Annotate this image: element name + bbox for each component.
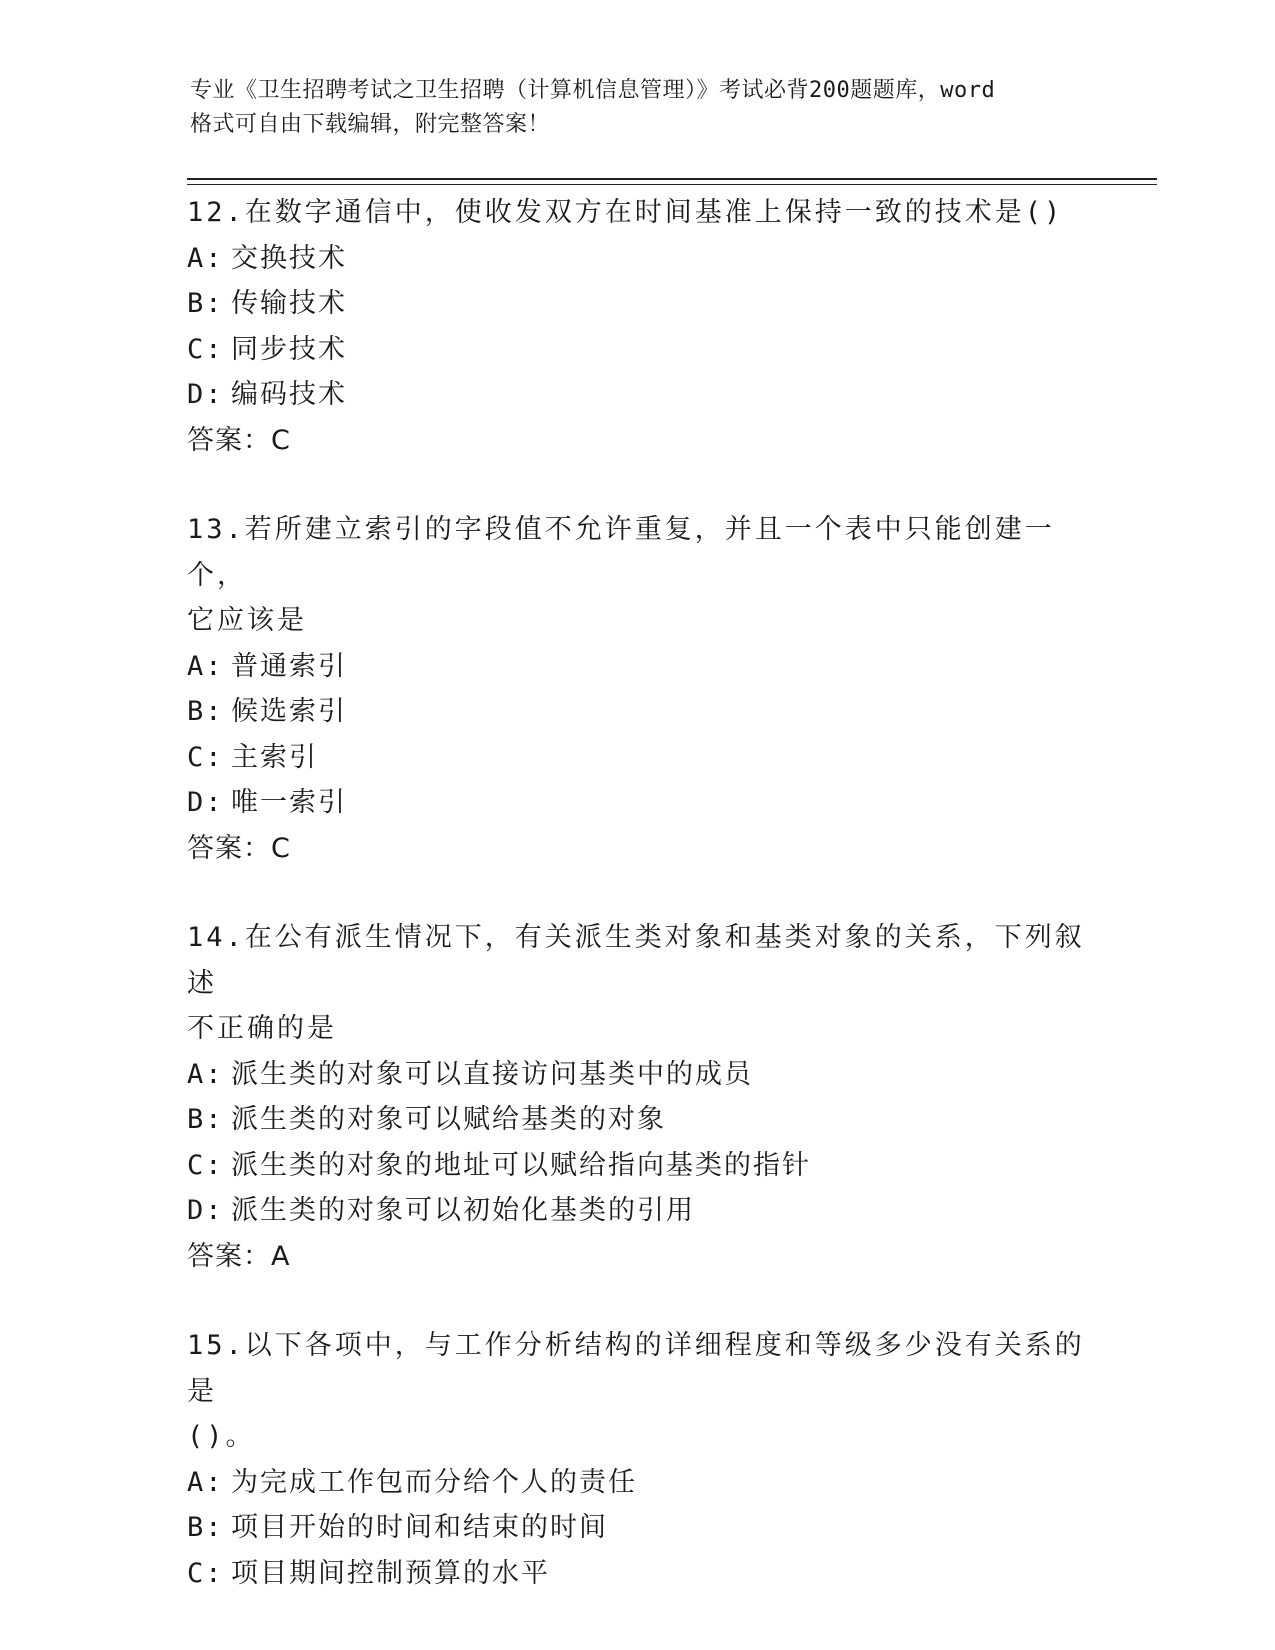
questions-list — [187, 190, 1087, 1640]
option-letter: C: — [187, 741, 224, 773]
option-text: 编码技术 — [231, 379, 347, 410]
question-stem-continued: 不正确的是 — [187, 1013, 337, 1044]
answer-option — [187, 644, 1087, 690]
question-block — [187, 915, 1087, 1279]
header-divider — [187, 178, 1157, 185]
answer-option — [187, 1505, 1087, 1551]
option-text: 主索引 — [231, 741, 318, 773]
question-stem-continued: 它应该是 — [187, 605, 307, 636]
answer-option — [187, 1460, 1087, 1506]
option-letter: B: — [187, 1104, 224, 1135]
answer-option — [187, 236, 1087, 282]
option-letter: C: — [187, 1557, 224, 1589]
option-letter: D: — [187, 787, 224, 818]
answer-option — [187, 1551, 1087, 1597]
document-header — [190, 74, 1090, 142]
option-text: 派生类的对象可以赋给基类的对象 — [231, 1104, 666, 1135]
option-letter: B: — [187, 1512, 224, 1543]
answer-option — [187, 1097, 1087, 1143]
option-text: 唯一索引 — [231, 787, 347, 818]
answer-option — [187, 735, 1087, 781]
question-block — [187, 507, 1087, 871]
option-text: 传输技术 — [231, 288, 347, 319]
option-text: 项目期间控制预算的水平 — [231, 1557, 550, 1589]
question-stem: 15.以下各项中，与工作分析结构的详细程度和等级多少没有关系的是 — [187, 1330, 1085, 1407]
option-letter: A: — [187, 242, 224, 274]
answer-option — [187, 281, 1087, 327]
answer-option — [187, 1052, 1087, 1098]
question-block — [187, 1323, 1087, 1596]
header-line-2: 格式可自由下载编辑，附完整答案！ — [190, 112, 551, 137]
option-text: 派生类的对象可以初始化基类的引用 — [231, 1195, 695, 1226]
question-block — [187, 190, 1087, 463]
answer-option — [187, 372, 1087, 418]
option-letter: D: — [187, 379, 224, 410]
answer-option — [187, 780, 1087, 826]
option-text: 项目开始的时间和结束的时间 — [231, 1512, 608, 1543]
option-letter: A: — [187, 650, 224, 682]
question-stem: 13.若所建立索引的字段值不允许重复，并且一个表中只能创建一个， — [187, 514, 1055, 591]
option-letter: C: — [187, 333, 224, 365]
answer-option — [187, 689, 1087, 735]
option-text: 为完成工作包而分给个人的责任 — [231, 1466, 637, 1498]
answer-option — [187, 1188, 1087, 1234]
option-text: 派生类的对象的地址可以赋给指向基类的指针 — [231, 1149, 811, 1181]
option-text: 普通索引 — [231, 650, 347, 682]
answer-key: 答案：A — [187, 1240, 291, 1272]
option-letter: A: — [187, 1466, 224, 1498]
option-letter: C: — [187, 1149, 224, 1181]
option-text: 候选索引 — [231, 696, 347, 727]
question-stem-continued: ()。 — [187, 1421, 256, 1452]
option-letter: B: — [187, 696, 224, 727]
option-letter: A: — [187, 1058, 224, 1090]
option-text: 同步技术 — [231, 333, 347, 365]
option-letter: D: — [187, 1195, 224, 1226]
question-stem: 14.在公有派生情况下，有关派生类对象和基类对象的关系，下列叙述 — [187, 922, 1085, 999]
option-text: 派生类的对象可以直接访问基类中的成员 — [231, 1058, 753, 1090]
answer-option — [187, 1143, 1087, 1189]
option-text: 交换技术 — [231, 242, 347, 274]
option-letter: B: — [187, 288, 224, 319]
question-stem: 12.在数字通信中，使收发双方在时间基准上保持一致的技术是() — [187, 197, 1064, 228]
header-line-1: 专业《卫生招聘考试之卫生招聘（计算机信息管理）》考试必背200题题库，word — [190, 78, 996, 103]
answer-key: 答案：C — [187, 424, 291, 456]
answer-key: 答案：C — [187, 832, 291, 864]
answer-option — [187, 327, 1087, 373]
